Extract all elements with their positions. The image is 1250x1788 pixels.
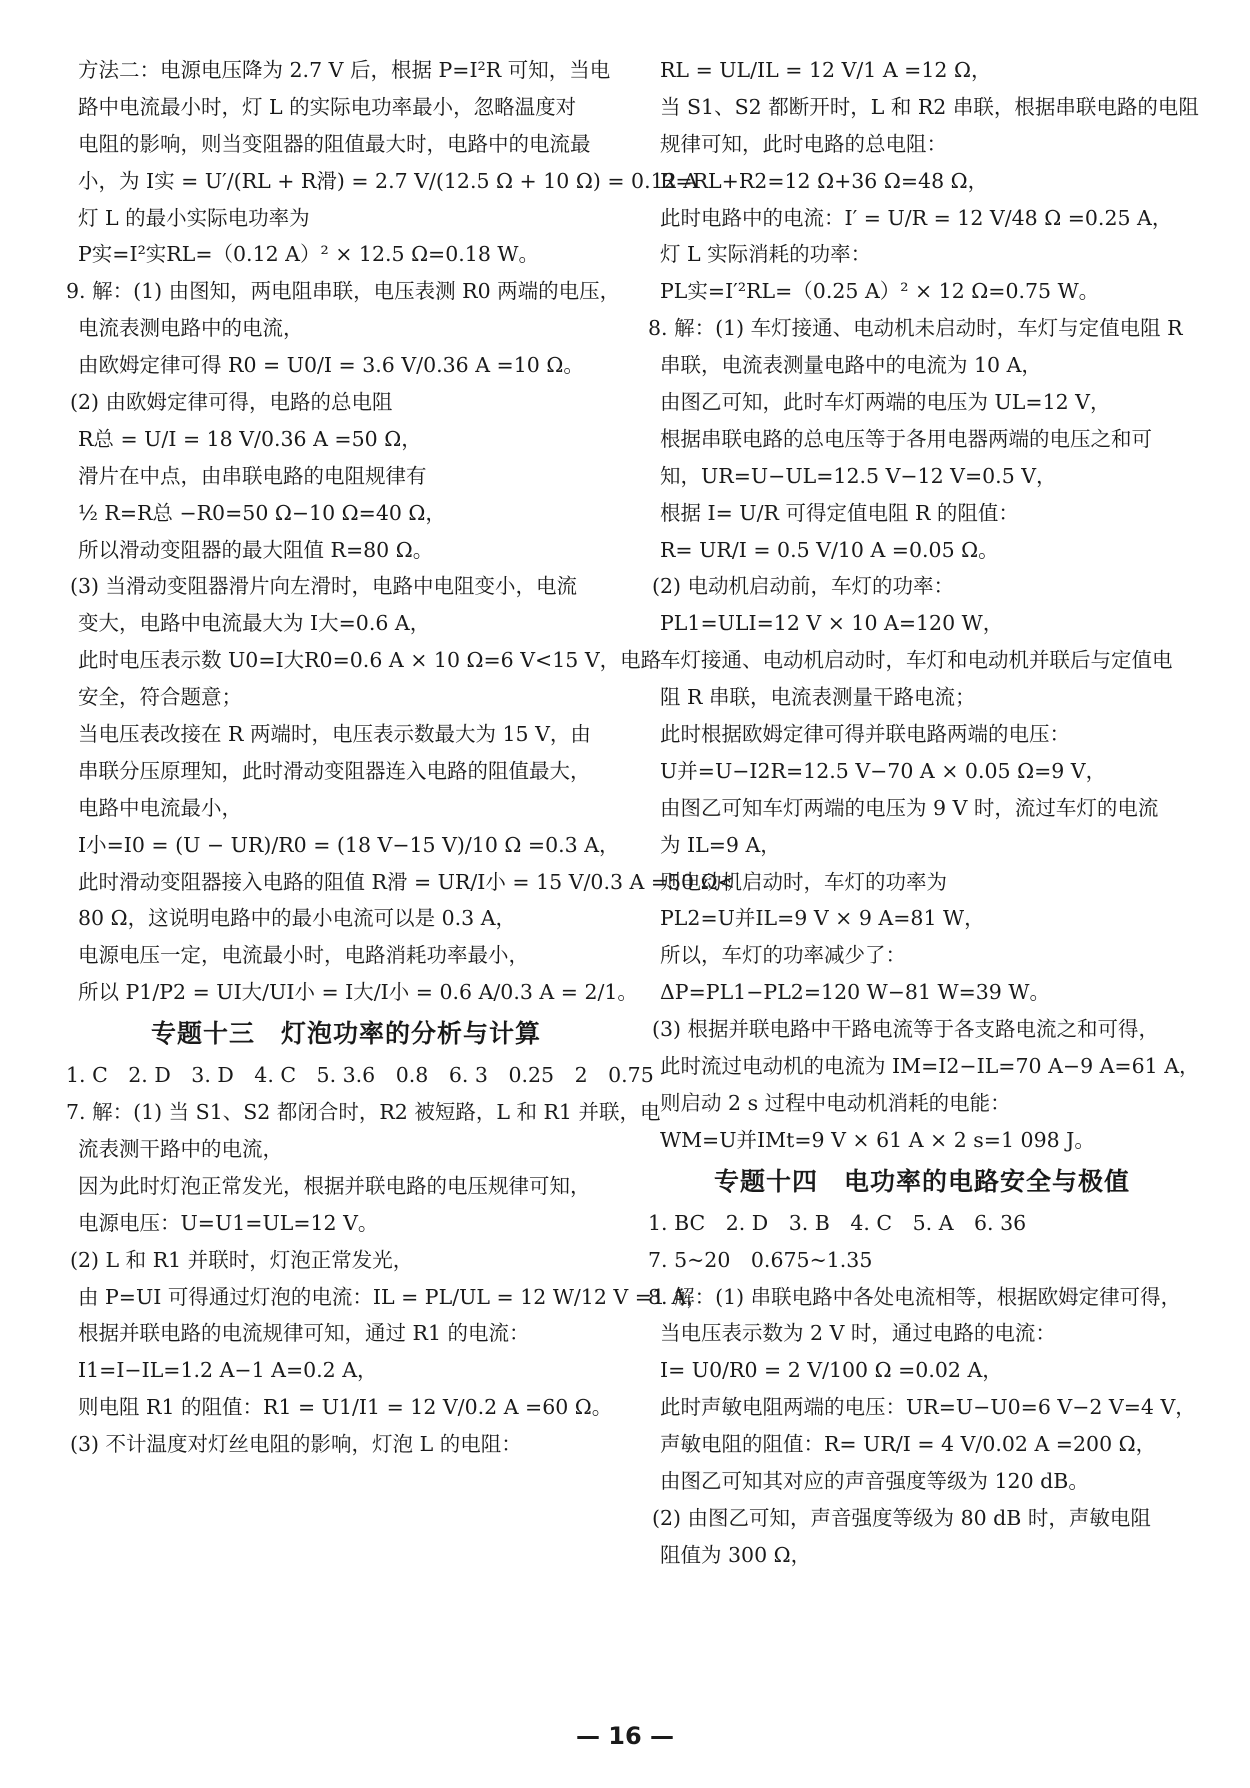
left-line: 所以 P1/P2 = UI大/UI小 = I大/I小 = 0.6 A/0.3 A = 2/1。 <box>78 980 638 1005</box>
left-line: 电阻的影响，则当变阻器的阻值最大时，电路中的电流最 <box>78 131 591 156</box>
right-line: 所以，车灯的功率减少了： <box>660 943 906 968</box>
right-line: 车灯接通、电动机启动时，车灯和电动机并联后与定值电 <box>660 648 1173 673</box>
right-line: 当 S1、S2 都断开时，L 和 R2 串联，根据串联电路的电阻 <box>660 94 1199 119</box>
left-line: (3) 不计温度对灯丝电阻的影响，灯泡 L 的电阻： <box>70 1432 522 1457</box>
right-line: 阻 R 串联，电流表测量干路电流； <box>660 685 976 710</box>
left-line: 电源电压一定，电流最小时，电路消耗功率最小， <box>78 943 529 968</box>
right-line: 此时声敏电阻两端的电压：UR=U−U0=6 V−2 V=4 V， <box>660 1395 1196 1420</box>
left-line: 电路中电流最小， <box>78 795 242 820</box>
right-line: RL = UL/IL = 12 V/1 A =12 Ω， <box>660 58 992 82</box>
left-line: 因为此时灯泡正常发光，根据并联电路的电压规律可知， <box>78 1173 591 1198</box>
right-line: 声敏电阻的阻值：R= UR/I = 4 V/0.02 A =200 Ω， <box>660 1432 1157 1457</box>
right-line: 7. 5~20 0.675~1.35 <box>648 1247 873 1272</box>
right-line: 1. BC 2. D 3. B 4. C 5. A 6. 36 <box>648 1210 1027 1235</box>
right-line: 为 IL=9 A， <box>660 832 781 857</box>
right-line: 由图乙可知，此时车灯两端的电压为 UL=12 V， <box>660 390 1111 415</box>
left-line: P实=I²实RL=（0.12 A）² × 12.5 Ω=0.18 W。 <box>78 242 539 267</box>
right-line: 灯 L 实际消耗的功率： <box>660 242 872 267</box>
right-line: 由图乙可知车灯两端的电压为 9 V 时，流过车灯的电流 <box>660 795 1159 820</box>
left-line: 1. C 2. D 3. D 4. C 5. 3.6 0.8 6. 3 0.25 2 0.75 <box>66 1063 654 1088</box>
left-line: I1=I−IL=1.2 A−1 A=0.2 A， <box>78 1358 378 1383</box>
right-line: PL2=U并IL=9 V × 9 A=81 W， <box>660 906 985 931</box>
left-line: 由欧姆定律可得 R0 = U0/I = 3.6 V/0.36 A =10 Ω。 <box>78 353 584 378</box>
right-line: 此时电路中的电流：I′ = U/R = 12 V/48 Ω =0.25 A， <box>660 205 1173 230</box>
right-line: 知，UR=U−UL=12.5 V−12 V=0.5 V， <box>660 463 1057 488</box>
left-line: 灯 L 的最小实际电功率为 <box>78 205 310 230</box>
section-heading: 专题十三 灯泡功率的分析与计算 <box>150 1019 541 1049</box>
left-line: 80 Ω，这说明电路中的最小电流可以是 0.3 A， <box>78 906 517 931</box>
right-line: 根据串联电路的总电压等于各用电器两端的电压之和可 <box>660 426 1152 451</box>
right-line: 8. 解：(1) 车灯接通、电动机未启动时，车灯与定值电阻 R <box>648 316 1183 341</box>
left-line: 此时滑动变阻器接入电路的阻值 R滑 = UR/I小 = 15 V/0.3 A =50 Ω< <box>78 869 735 894</box>
right-line: ΔP=PL1−PL2=120 W−81 W=39 W。 <box>660 980 1050 1005</box>
right-column <box>648 52 1200 1574</box>
right-line: 当电压表示数为 2 V 时，通过电路的电流： <box>660 1321 1056 1346</box>
right-line: R=RL+R2=12 Ω+36 Ω=48 Ω， <box>660 168 989 193</box>
left-line: 小，为 I实 = U′/(RL + R滑) = 2.7 V/(12.5 Ω + 10 Ω) = 0.12 A <box>78 168 699 193</box>
right-line: I= U0/R0 = 2 V/100 Ω =0.02 A， <box>660 1358 1003 1383</box>
right-line: 由图乙可知其对应的声音强度等级为 120 dB。 <box>660 1468 1089 1493</box>
left-line: (2) 由欧姆定律可得，电路的总电阻 <box>70 390 393 415</box>
left-line: 根据并联电路的电流规律可知，通过 R1 的电流： <box>78 1321 530 1346</box>
right-line: U并=U−I2R=12.5 V−70 A × 0.05 Ω=9 V， <box>660 758 1107 783</box>
left-line: (3) 当滑动变阻器滑片向左滑时，电路中电阻变小，电流 <box>70 574 578 599</box>
right-line: 8. 解：(1) 串联电路中各处电流相等，根据欧姆定律可得， <box>648 1284 1182 1309</box>
left-line: 流表测干路中的电流， <box>78 1136 283 1161</box>
right-line: 根据 I= U/R 可得定值电阻 R 的阻值： <box>660 500 1019 525</box>
left-line: 安全，符合题意； <box>78 685 242 710</box>
left-line: 9. 解：(1) 由图知，两电阻串联，电压表测 R0 两端的电压， <box>66 279 621 304</box>
left-line: I小=I0 = (U − UR)/R0 = (18 V−15 V)/10 Ω =0.3 A， <box>78 832 620 857</box>
right-line: PL实=I′²RL=（0.25 A）² × 12 Ω=0.75 W。 <box>660 279 1100 304</box>
right-line: (2) 由图乙可知，声音强度等级为 80 dB 时，声敏电阻 <box>652 1505 1151 1530</box>
left-line: 变大，电路中电流最大为 I大=0.6 A， <box>78 611 431 636</box>
left-line: 滑片在中点，由串联电路的电阻规律有 <box>78 463 427 488</box>
left-line: 电流表测电路中的电流， <box>78 316 304 341</box>
section-heading: 专题十四 电功率的电路安全与极值 <box>713 1166 1130 1196</box>
left-line: 当电压表改接在 R 两端时，电压表示数最大为 15 V，由 <box>78 722 591 747</box>
page-number: — 16 — <box>575 1722 675 1750</box>
left-line: 所以滑动变阻器的最大阻值 R=80 Ω。 <box>78 537 434 562</box>
left-line: 方法二：电源电压降为 2.7 V 后，根据 P=I²R 可知，当电 <box>78 58 611 82</box>
right-line: 则启动 2 s 过程中电动机消耗的电能： <box>660 1090 1011 1115</box>
right-line: WM=U并IMt=9 V × 61 A × 2 s=1 098 J。 <box>660 1127 1095 1152</box>
right-line: 则电动机启动时，车灯的功率为 <box>660 869 947 894</box>
left-line: 串联分压原理知，此时滑动变阻器连入电路的阻值最大， <box>78 758 591 783</box>
left-line: 7. 解：(1) 当 S1、S2 都闭合时，R2 被短路，L 和 R1 并联，电 <box>66 1100 661 1125</box>
right-line: 此时根据欧姆定律可得并联电路两端的电压： <box>660 722 1070 747</box>
right-line: (3) 根据并联电路中干路电流等于各支路电流之和可得， <box>652 1017 1160 1042</box>
right-line: 此时流过电动机的电流为 IM=I2−IL=70 A−9 A=61 A， <box>660 1054 1200 1079</box>
right-line: R= UR/I = 0.5 V/10 A =0.05 Ω。 <box>660 537 999 562</box>
right-line: 串联，电流表测量电路中的电流为 10 A， <box>660 353 1042 378</box>
right-line: 阻值为 300 Ω， <box>660 1542 812 1567</box>
left-line: ½ R=R总 −R0=50 Ω−10 Ω=40 Ω， <box>78 500 446 525</box>
left-line: 电源电压：U=U1=UL=12 V。 <box>78 1210 379 1235</box>
right-line: (2) 电动机启动前，车灯的功率： <box>652 574 955 599</box>
left-line: 路中电流最小时，灯 L 的实际电功率最小，忽略温度对 <box>78 94 577 119</box>
left-line: R总 = U/I = 18 V/0.36 A =50 Ω， <box>78 426 422 451</box>
right-line: 规律可知，此时电路的总电阻： <box>660 131 947 156</box>
right-line: PL1=ULI=12 V × 10 A=120 W， <box>660 611 1004 636</box>
left-line: 此时电压表示数 U0=I大R0=0.6 A × 10 Ω=6 V<15 V，电路 <box>78 648 662 673</box>
left-line: 则电阻 R1 的阻值：R1 = U1/I1 = 12 V/0.2 A =60 Ω。 <box>78 1395 613 1420</box>
left-line: (2) L 和 R1 并联时，灯泡正常发光， <box>70 1247 414 1272</box>
left-line: 由 P=UI 可得通过灯泡的电流：IL = PL/UL = 12 W/12 V =1 A， <box>78 1284 707 1309</box>
